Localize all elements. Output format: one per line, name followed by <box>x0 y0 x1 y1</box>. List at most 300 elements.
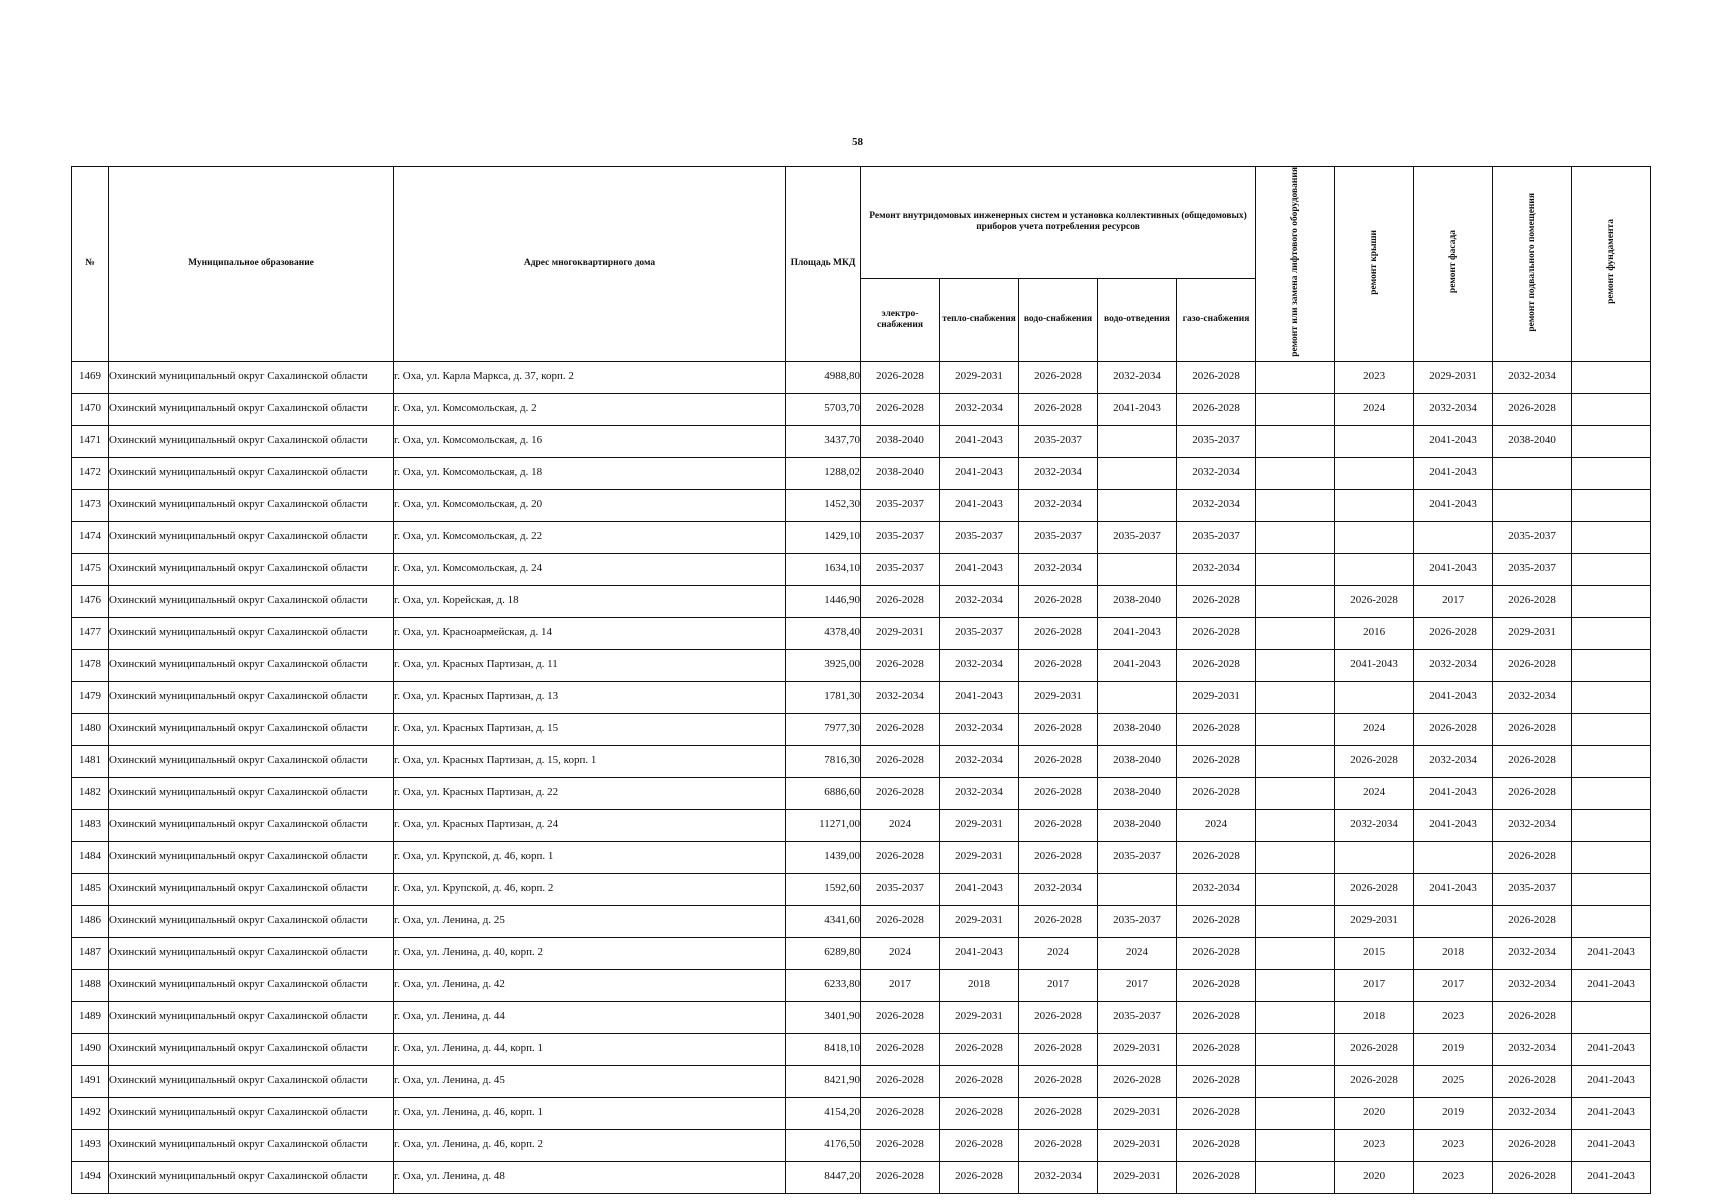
cell-area: 8421,90 <box>786 1065 861 1097</box>
cell-address: г. Оха, ул. Ленина, д. 44 <box>394 1001 786 1033</box>
cell-area: 1288,02 <box>786 457 861 489</box>
cell-row-number: 1485 <box>72 873 109 905</box>
cell-lift <box>1256 553 1335 585</box>
cell-water: 2026-2028 <box>1019 585 1098 617</box>
cell-heat: 2029-2031 <box>940 841 1019 873</box>
cell-address: г. Оха, ул. Комсомольская, д. 16 <box>394 425 786 457</box>
cell-drain: 2029-2031 <box>1098 1033 1177 1065</box>
cell-gas: 2026-2028 <box>1177 585 1256 617</box>
cell-lift <box>1256 809 1335 841</box>
header-lift <box>1256 167 1335 362</box>
cell-address: г. Оха, ул. Комсомольская, д. 22 <box>394 521 786 553</box>
table-row <box>72 873 1651 905</box>
cell-municipality: Охинский муниципальный округ Сахалинской области <box>109 585 394 617</box>
cell-municipality: Охинский муниципальный округ Сахалинской области <box>109 969 394 1001</box>
cell-municipality: Охинский муниципальный округ Сахалинской области <box>109 361 394 393</box>
cell-municipality: Охинский муниципальный округ Сахалинской области <box>109 777 394 809</box>
cell-electro: 2024 <box>861 809 940 841</box>
cell-area: 5703,70 <box>786 393 861 425</box>
cell-municipality: Охинский муниципальный округ Сахалинской области <box>109 1065 394 1097</box>
cell-row-number: 1474 <box>72 521 109 553</box>
cell-foundation <box>1572 713 1651 745</box>
cell-drain: 2029-2031 <box>1098 1129 1177 1161</box>
cell-drain: 2038-2040 <box>1098 713 1177 745</box>
cell-lift <box>1256 1129 1335 1161</box>
cell-water: 2026-2028 <box>1019 1065 1098 1097</box>
cell-area: 4378,40 <box>786 617 861 649</box>
cell-address: г. Оха, ул. Красных Партизан, д. 11 <box>394 649 786 681</box>
cell-gas: 2032-2034 <box>1177 553 1256 585</box>
cell-row-number: 1483 <box>72 809 109 841</box>
cell-basement: 2026-2028 <box>1493 585 1572 617</box>
cell-drain: 2026-2028 <box>1098 1065 1177 1097</box>
cell-gas: 2026-2028 <box>1177 1161 1256 1193</box>
cell-electro: 2026-2028 <box>861 1065 940 1097</box>
cell-electro: 2017 <box>861 969 940 1001</box>
table-header <box>72 167 1651 362</box>
cell-water: 2026-2028 <box>1019 1129 1098 1161</box>
cell-foundation <box>1572 361 1651 393</box>
cell-roof: 2023 <box>1335 1129 1414 1161</box>
cell-lift <box>1256 521 1335 553</box>
cell-water: 2017 <box>1019 969 1098 1001</box>
cell-lift <box>1256 1033 1335 1065</box>
cell-area: 1634,10 <box>786 553 861 585</box>
cell-gas: 2026-2028 <box>1177 617 1256 649</box>
table-row <box>72 617 1651 649</box>
cell-lift <box>1256 1001 1335 1033</box>
header-lift-label: ремонт или замена лифтового оборудования <box>1289 167 1300 357</box>
cell-foundation <box>1572 521 1651 553</box>
table-row <box>72 585 1651 617</box>
cell-water: 2026-2028 <box>1019 905 1098 937</box>
cell-roof: 2024 <box>1335 393 1414 425</box>
table-row <box>72 489 1651 521</box>
cell-lift <box>1256 425 1335 457</box>
cell-water: 2032-2034 <box>1019 489 1098 521</box>
cell-basement: 2029-2031 <box>1493 617 1572 649</box>
header-facade <box>1414 167 1493 362</box>
cell-area: 1446,90 <box>786 585 861 617</box>
cell-basement: 2032-2034 <box>1493 1033 1572 1065</box>
cell-roof <box>1335 521 1414 553</box>
table-row <box>72 521 1651 553</box>
cell-basement: 2038-2040 <box>1493 425 1572 457</box>
cell-row-number: 1488 <box>72 969 109 1001</box>
cell-address: г. Оха, ул. Ленина, д. 25 <box>394 905 786 937</box>
cell-municipality: Охинский муниципальный округ Сахалинской области <box>109 745 394 777</box>
cell-basement: 2026-2028 <box>1493 713 1572 745</box>
cell-drain <box>1098 681 1177 713</box>
cell-address: г. Оха, ул. Крупской, д. 46, корп. 1 <box>394 841 786 873</box>
cell-lift <box>1256 841 1335 873</box>
cell-facade: 2041-2043 <box>1414 457 1493 489</box>
cell-foundation <box>1572 873 1651 905</box>
cell-drain: 2017 <box>1098 969 1177 1001</box>
table-row <box>72 1033 1651 1065</box>
cell-row-number: 1491 <box>72 1065 109 1097</box>
cell-drain: 2038-2040 <box>1098 745 1177 777</box>
cell-facade: 2017 <box>1414 969 1493 1001</box>
table-row <box>72 841 1651 873</box>
cell-roof: 2026-2028 <box>1335 585 1414 617</box>
cell-facade: 2029-2031 <box>1414 361 1493 393</box>
cell-facade <box>1414 841 1493 873</box>
cell-drain <box>1098 873 1177 905</box>
cell-facade: 2041-2043 <box>1414 777 1493 809</box>
cell-electro: 2026-2028 <box>861 361 940 393</box>
cell-heat: 2032-2034 <box>940 777 1019 809</box>
table-row <box>72 457 1651 489</box>
cell-row-number: 1476 <box>72 585 109 617</box>
cell-area: 7977,30 <box>786 713 861 745</box>
header-roof-label: ремонт крыши <box>1368 229 1379 295</box>
cell-area: 3401,90 <box>786 1001 861 1033</box>
cell-water: 2026-2028 <box>1019 841 1098 873</box>
cell-roof: 2026-2028 <box>1335 1065 1414 1097</box>
cell-basement: 2026-2028 <box>1493 905 1572 937</box>
cell-row-number: 1470 <box>72 393 109 425</box>
cell-electro: 2035-2037 <box>861 521 940 553</box>
table-row <box>72 745 1651 777</box>
cell-lift <box>1256 361 1335 393</box>
cell-roof: 2024 <box>1335 777 1414 809</box>
cell-foundation <box>1572 681 1651 713</box>
cell-lift <box>1256 745 1335 777</box>
cell-foundation <box>1572 905 1651 937</box>
cell-heat: 2041-2043 <box>940 873 1019 905</box>
cell-heat: 2035-2037 <box>940 521 1019 553</box>
cell-row-number: 1479 <box>72 681 109 713</box>
cell-electro: 2026-2028 <box>861 745 940 777</box>
cell-basement: 2032-2034 <box>1493 681 1572 713</box>
cell-basement: 2032-2034 <box>1493 969 1572 1001</box>
table-row <box>72 681 1651 713</box>
cell-foundation <box>1572 617 1651 649</box>
cell-address: г. Оха, ул. Ленина, д. 48 <box>394 1161 786 1193</box>
cell-drain: 2029-2031 <box>1098 1097 1177 1129</box>
cell-lift <box>1256 1097 1335 1129</box>
cell-foundation <box>1572 649 1651 681</box>
cell-lift <box>1256 649 1335 681</box>
cell-heat: 2035-2037 <box>940 617 1019 649</box>
table-row <box>72 1065 1651 1097</box>
cell-area: 4341,60 <box>786 905 861 937</box>
header-heat: тепло-снабжения <box>940 278 1019 361</box>
cell-electro: 2026-2028 <box>861 1033 940 1065</box>
cell-basement: 2026-2028 <box>1493 777 1572 809</box>
cell-gas: 2026-2028 <box>1177 1097 1256 1129</box>
cell-row-number: 1473 <box>72 489 109 521</box>
cell-heat: 2041-2043 <box>940 681 1019 713</box>
table-row <box>72 777 1651 809</box>
cell-area: 1781,30 <box>786 681 861 713</box>
cell-gas: 2026-2028 <box>1177 1001 1256 1033</box>
cell-facade: 2026-2028 <box>1414 617 1493 649</box>
cell-roof: 2024 <box>1335 713 1414 745</box>
cell-facade: 2041-2043 <box>1414 681 1493 713</box>
table-row <box>72 937 1651 969</box>
cell-electro: 2035-2037 <box>861 489 940 521</box>
cell-electro: 2026-2028 <box>861 713 940 745</box>
cell-area: 3925,00 <box>786 649 861 681</box>
cell-gas: 2026-2028 <box>1177 1129 1256 1161</box>
cell-basement <box>1493 457 1572 489</box>
cell-foundation <box>1572 393 1651 425</box>
cell-gas: 2032-2034 <box>1177 489 1256 521</box>
cell-electro: 2026-2028 <box>861 649 940 681</box>
cell-gas: 2026-2028 <box>1177 969 1256 1001</box>
cell-electro: 2035-2037 <box>861 873 940 905</box>
table-row <box>72 425 1651 457</box>
cell-foundation <box>1572 553 1651 585</box>
header-basement <box>1493 167 1572 362</box>
cell-electro: 2035-2037 <box>861 553 940 585</box>
cell-roof: 2016 <box>1335 617 1414 649</box>
cell-heat: 2026-2028 <box>940 1065 1019 1097</box>
cell-municipality: Охинский муниципальный округ Сахалинской области <box>109 1097 394 1129</box>
cell-lift <box>1256 873 1335 905</box>
header-area: Площадь МКД <box>786 167 861 362</box>
cell-heat: 2041-2043 <box>940 553 1019 585</box>
cell-municipality: Охинский муниципальный округ Сахалинской области <box>109 809 394 841</box>
cell-foundation: 2041-2043 <box>1572 1129 1651 1161</box>
cell-area: 1429,10 <box>786 521 861 553</box>
cell-municipality: Охинский муниципальный округ Сахалинской области <box>109 681 394 713</box>
cell-area: 8447,20 <box>786 1161 861 1193</box>
cell-gas: 2026-2028 <box>1177 841 1256 873</box>
cell-electro: 2026-2028 <box>861 905 940 937</box>
cell-address: г. Оха, ул. Крупской, д. 46, корп. 2 <box>394 873 786 905</box>
cell-heat: 2026-2028 <box>940 1097 1019 1129</box>
cell-drain: 2041-2043 <box>1098 393 1177 425</box>
cell-row-number: 1481 <box>72 745 109 777</box>
cell-foundation <box>1572 745 1651 777</box>
cell-heat: 2041-2043 <box>940 937 1019 969</box>
cell-roof: 2032-2034 <box>1335 809 1414 841</box>
cell-basement: 2032-2034 <box>1493 809 1572 841</box>
cell-roof: 2023 <box>1335 361 1414 393</box>
cell-heat: 2032-2034 <box>940 745 1019 777</box>
cell-foundation <box>1572 585 1651 617</box>
cell-heat: 2032-2034 <box>940 393 1019 425</box>
cell-facade: 2018 <box>1414 937 1493 969</box>
cell-gas: 2029-2031 <box>1177 681 1256 713</box>
cell-drain: 2024 <box>1098 937 1177 969</box>
cell-municipality: Охинский муниципальный округ Сахалинской области <box>109 1033 394 1065</box>
cell-lift <box>1256 393 1335 425</box>
cell-municipality: Охинский муниципальный округ Сахалинской области <box>109 905 394 937</box>
cell-address: г. Оха, ул. Красноармейская, д. 14 <box>394 617 786 649</box>
cell-foundation: 2041-2043 <box>1572 969 1651 1001</box>
table-row <box>72 969 1651 1001</box>
cell-row-number: 1472 <box>72 457 109 489</box>
cell-electro: 2026-2028 <box>861 1097 940 1129</box>
cell-foundation <box>1572 457 1651 489</box>
cell-electro: 2024 <box>861 937 940 969</box>
header-electro: электро-снабжения <box>861 278 940 361</box>
cell-facade: 2023 <box>1414 1161 1493 1193</box>
cell-row-number: 1480 <box>72 713 109 745</box>
cell-area: 4988,80 <box>786 361 861 393</box>
cell-area: 4176,50 <box>786 1129 861 1161</box>
table-row <box>72 1097 1651 1129</box>
cell-drain <box>1098 425 1177 457</box>
cell-drain: 2029-2031 <box>1098 1161 1177 1193</box>
cell-roof: 2020 <box>1335 1161 1414 1193</box>
cell-gas: 2026-2028 <box>1177 745 1256 777</box>
cell-row-number: 1490 <box>72 1033 109 1065</box>
cell-water: 2026-2028 <box>1019 361 1098 393</box>
cell-electro: 2032-2034 <box>861 681 940 713</box>
cell-electro: 2026-2028 <box>861 585 940 617</box>
cell-electro: 2026-2028 <box>861 841 940 873</box>
cell-gas: 2026-2028 <box>1177 713 1256 745</box>
cell-gas: 2026-2028 <box>1177 777 1256 809</box>
cell-basement: 2035-2037 <box>1493 553 1572 585</box>
cell-row-number: 1471 <box>72 425 109 457</box>
cell-facade <box>1414 521 1493 553</box>
cell-municipality: Охинский муниципальный округ Сахалинской области <box>109 937 394 969</box>
table-row <box>72 393 1651 425</box>
cell-gas: 2032-2034 <box>1177 873 1256 905</box>
cell-basement <box>1493 489 1572 521</box>
table-row <box>72 1001 1651 1033</box>
cell-electro: 2026-2028 <box>861 393 940 425</box>
cell-drain <box>1098 489 1177 521</box>
cell-row-number: 1487 <box>72 937 109 969</box>
cell-gas: 2026-2028 <box>1177 393 1256 425</box>
cell-row-number: 1492 <box>72 1097 109 1129</box>
cell-drain: 2035-2037 <box>1098 905 1177 937</box>
cell-lift <box>1256 585 1335 617</box>
cell-foundation <box>1572 1001 1651 1033</box>
cell-water: 2026-2028 <box>1019 1001 1098 1033</box>
cell-gas: 2024 <box>1177 809 1256 841</box>
cell-electro: 2038-2040 <box>861 457 940 489</box>
cell-facade <box>1414 905 1493 937</box>
cell-drain: 2035-2037 <box>1098 521 1177 553</box>
cell-water: 2026-2028 <box>1019 1033 1098 1065</box>
cell-facade: 2025 <box>1414 1065 1493 1097</box>
header-gas: газо-снабжения <box>1177 278 1256 361</box>
cell-water: 2026-2028 <box>1019 777 1098 809</box>
header-water: водо-снабжения <box>1019 278 1098 361</box>
cell-electro: 2026-2028 <box>861 777 940 809</box>
cell-area: 1439,00 <box>786 841 861 873</box>
cell-water: 2032-2034 <box>1019 553 1098 585</box>
header-facade-label: ремонт фасада <box>1447 230 1458 294</box>
cell-foundation <box>1572 425 1651 457</box>
cell-roof <box>1335 425 1414 457</box>
table-row <box>72 361 1651 393</box>
cell-water: 2032-2034 <box>1019 1161 1098 1193</box>
cell-foundation <box>1572 841 1651 873</box>
cell-drain: 2035-2037 <box>1098 1001 1177 1033</box>
cell-water: 2026-2028 <box>1019 713 1098 745</box>
cell-heat: 2026-2028 <box>940 1033 1019 1065</box>
cell-basement: 2026-2028 <box>1493 841 1572 873</box>
cell-lift <box>1256 713 1335 745</box>
cell-foundation <box>1572 489 1651 521</box>
cell-water: 2026-2028 <box>1019 1097 1098 1129</box>
cell-facade: 2023 <box>1414 1001 1493 1033</box>
cell-drain: 2032-2034 <box>1098 361 1177 393</box>
cell-roof <box>1335 841 1414 873</box>
cell-roof: 2029-2031 <box>1335 905 1414 937</box>
cell-electro: 2029-2031 <box>861 617 940 649</box>
cell-drain: 2041-2043 <box>1098 617 1177 649</box>
cell-drain: 2041-2043 <box>1098 649 1177 681</box>
table-row <box>72 553 1651 585</box>
cell-heat: 2029-2031 <box>940 905 1019 937</box>
cell-municipality: Охинский муниципальный округ Сахалинской области <box>109 393 394 425</box>
cell-address: г. Оха, ул. Красных Партизан, д. 13 <box>394 681 786 713</box>
cell-area: 6289,80 <box>786 937 861 969</box>
cell-municipality: Охинский муниципальный округ Сахалинской области <box>109 841 394 873</box>
cell-lift <box>1256 681 1335 713</box>
cell-drain: 2035-2037 <box>1098 841 1177 873</box>
cell-basement: 2032-2034 <box>1493 361 1572 393</box>
cell-lift <box>1256 937 1335 969</box>
cell-roof: 2026-2028 <box>1335 745 1414 777</box>
cell-drain: 2038-2040 <box>1098 585 1177 617</box>
cell-roof <box>1335 553 1414 585</box>
cell-water: 2035-2037 <box>1019 425 1098 457</box>
cell-address: г. Оха, ул. Красных Партизан, д. 15 <box>394 713 786 745</box>
cell-lift <box>1256 969 1335 1001</box>
cell-area: 4154,20 <box>786 1097 861 1129</box>
cell-water: 2026-2028 <box>1019 393 1098 425</box>
cell-municipality: Охинский муниципальный округ Сахалинской области <box>109 425 394 457</box>
cell-facade: 2032-2034 <box>1414 393 1493 425</box>
cell-roof: 2018 <box>1335 1001 1414 1033</box>
cell-lift <box>1256 617 1335 649</box>
cell-address: г. Оха, ул. Ленина, д. 44, корп. 1 <box>394 1033 786 1065</box>
cell-gas: 2026-2028 <box>1177 361 1256 393</box>
cell-row-number: 1484 <box>72 841 109 873</box>
cell-facade: 2019 <box>1414 1033 1493 1065</box>
table-row <box>72 905 1651 937</box>
cell-lift <box>1256 489 1335 521</box>
cell-heat: 2026-2028 <box>940 1161 1019 1193</box>
table-row <box>72 649 1651 681</box>
cell-address: г. Оха, ул. Карла Маркса, д. 37, корп. 2 <box>394 361 786 393</box>
cell-electro: 2026-2028 <box>861 1161 940 1193</box>
cell-water: 2029-2031 <box>1019 681 1098 713</box>
cell-area: 11271,00 <box>786 809 861 841</box>
cell-foundation <box>1572 777 1651 809</box>
header-drain: водо-отведения <box>1098 278 1177 361</box>
cell-heat: 2041-2043 <box>940 489 1019 521</box>
cell-address: г. Оха, ул. Ленина, д. 46, корп. 1 <box>394 1097 786 1129</box>
cell-facade: 2041-2043 <box>1414 553 1493 585</box>
cell-heat: 2029-2031 <box>940 809 1019 841</box>
cell-facade: 2023 <box>1414 1129 1493 1161</box>
cell-water: 2024 <box>1019 937 1098 969</box>
table-row <box>72 713 1651 745</box>
cell-facade: 2019 <box>1414 1097 1493 1129</box>
cell-roof <box>1335 489 1414 521</box>
cell-foundation: 2041-2043 <box>1572 937 1651 969</box>
cell-municipality: Охинский муниципальный округ Сахалинской области <box>109 553 394 585</box>
cell-basement: 2026-2028 <box>1493 745 1572 777</box>
header-roof <box>1335 167 1414 362</box>
cell-area: 1452,30 <box>786 489 861 521</box>
cell-basement: 2032-2034 <box>1493 1097 1572 1129</box>
cell-municipality: Охинский муниципальный округ Сахалинской области <box>109 649 394 681</box>
cell-heat: 2041-2043 <box>940 425 1019 457</box>
